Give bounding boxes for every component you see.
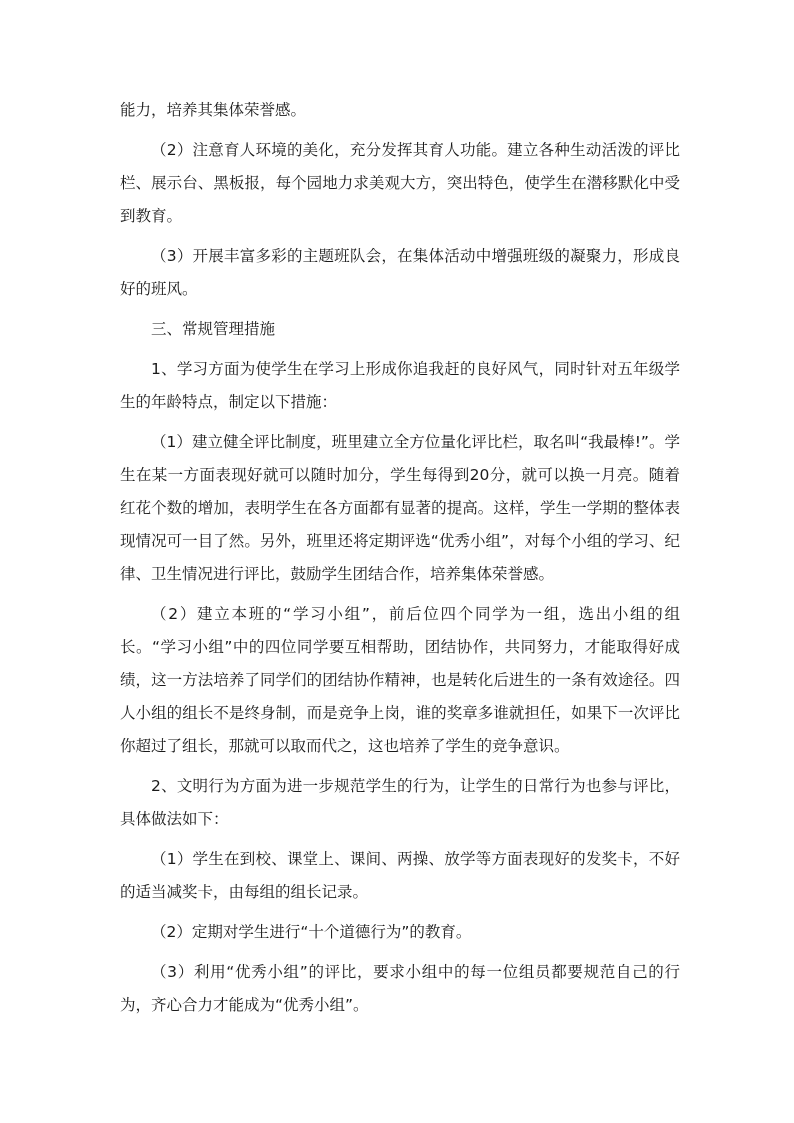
- paragraph-environment: （2）注意育人环境的美化，充分发挥其育人功能。建立各种生动活泼的评比栏、展示台、黑板报，每个园地力求美观大方，突出特色，使学生在潜移默化中受到教育。: [120, 141, 680, 225]
- section-heading: 三、常规管理措施: [151, 320, 276, 338]
- paragraph-behavior-intro: 2、文明行为方面为进一步规范学生的行为，让学生的日常行为也参与评比，具体做法如下：: [120, 777, 680, 828]
- document-page: [120, 94, 680, 1029]
- paragraph-study-group: （2）建立本班的“学习小组”，前后位四个同学为一组，选出小组的组长。“学习小组”中的四位同学要互相帮助，团结协作，共同努力，才能取得好成绩，这一方法培养了同学们的团结协作精神，也是转化后进生的一条有效途径。四人小组的组长不是终身制，而是竞争上岗，谁的奖章多谁就担任，如果下一次评比你超过了组长，那就可以取而代之，这也培养了学生的竞争意识。: [120, 605, 680, 755]
- paragraph-moral-education: （2）定期对学生进行“十个道德行为”的教育。: [151, 923, 472, 941]
- paragraph-class-meeting: （3）开展丰富多彩的主题班队会，在集体活动中增强班级的凝聚力，形成良好的班风。: [120, 247, 680, 298]
- paragraph-reward-cards: （1）学生在到校、课堂上、课间、两操、放学等方面表现好的发奖卡，不好的适当减奖卡，由每组的组长记录。: [120, 850, 680, 901]
- paragraph-continuation: 能力，培养其集体荣誉感。: [120, 101, 307, 119]
- paragraph-excellent-group: （3）利用“优秀小组”的评比，要求小组中的每一位组员都要规范自己的行为，齐心合力才能成为“优秀小组”。: [120, 963, 680, 1014]
- paragraph-evaluation-system: （1）建立健全评比制度，班里建立全方位量化评比栏，取名叫“我最棒!”。学生在某一方面表现好就可以随时加分，学生每得到20分，就可以换一月亮。随着红花个数的增加，表明学生在各方面都有显著的提高。这样，学生一学期的整体表现情况可一目了然。另外，班里还将定期评选“优秀小组”，对每个小组的学习、纪律、卫生情况进行评比，鼓励学生团结合作，培养集体荣誉感。: [120, 433, 680, 583]
- paragraph-study-intro: 1、学习方面为使学生在学习上形成你追我赶的良好风气，同时针对五年级学生的年龄特点，制定以下措施：: [120, 360, 680, 411]
